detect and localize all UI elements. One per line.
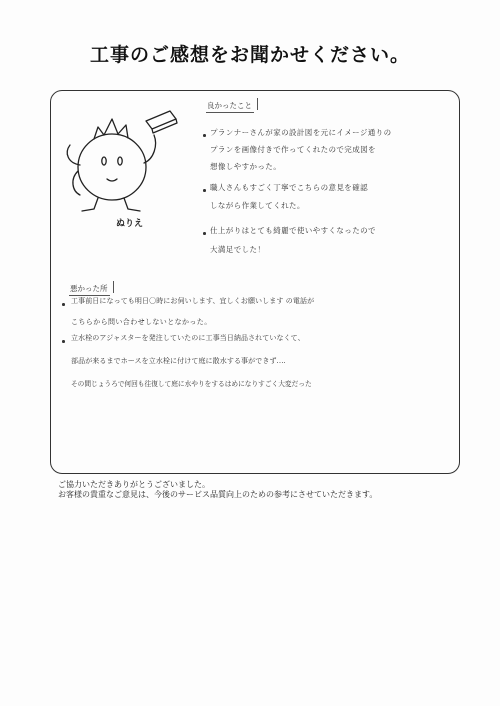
feedback-usage-note: お客様の貴重なご意見は、今後のサービス品質向上のための参考にさせていただきます。 — [58, 490, 378, 499]
good-line: 職人さんもすごく丁寧でこちらの意見を確認 — [210, 183, 368, 192]
page-title: 工事のご感想をお聞かせください。 — [89, 44, 410, 66]
bullet-dot — [62, 340, 65, 343]
bad-line: こちらから問い合わせしないとなかった。 — [71, 318, 212, 326]
bad-section-label: 悪かった所 — [69, 283, 110, 296]
good-section-label: 良かったこと — [206, 100, 254, 113]
thanks-note: ご協力いただきありがとうございました。 — [58, 480, 210, 489]
bad-line: 部品が来るまでホースを立水栓に付けて庭に散水する事ができず.... — [71, 357, 286, 365]
good-line: プランを画像付きで作ってくれたので完成図を — [210, 145, 376, 154]
bad-line: 立水栓のアジャスターを発注していたのに工事当日納品されていなくて、 — [71, 334, 305, 342]
good-line: プランナーさんが家の設計図を元にイメージ通りの — [210, 128, 392, 137]
good-line: 仕上がりはとても綺麗で使いやすくなったので — [210, 226, 376, 235]
bullet-dot — [203, 189, 206, 192]
bullet-dot — [203, 232, 206, 235]
bad-line: 工事前日になっても明日〇時にお伺いします、宜しくお願いします の電話が — [71, 297, 315, 305]
bullet-dot — [203, 134, 206, 137]
good-line: しながら作業してくれた。 — [210, 201, 305, 210]
bad-line: その間じょうろで何回も往復して庭に水やりをするはめになりすごく大変だった — [71, 380, 312, 388]
good-line: 大満足でした！ — [210, 245, 266, 254]
bullet-dot — [62, 303, 65, 306]
good-line: 想像しやすかった。 — [210, 162, 282, 171]
mascot-caption: ぬりえ — [116, 219, 144, 229]
mascot-holding-brick-icon — [58, 105, 198, 220]
